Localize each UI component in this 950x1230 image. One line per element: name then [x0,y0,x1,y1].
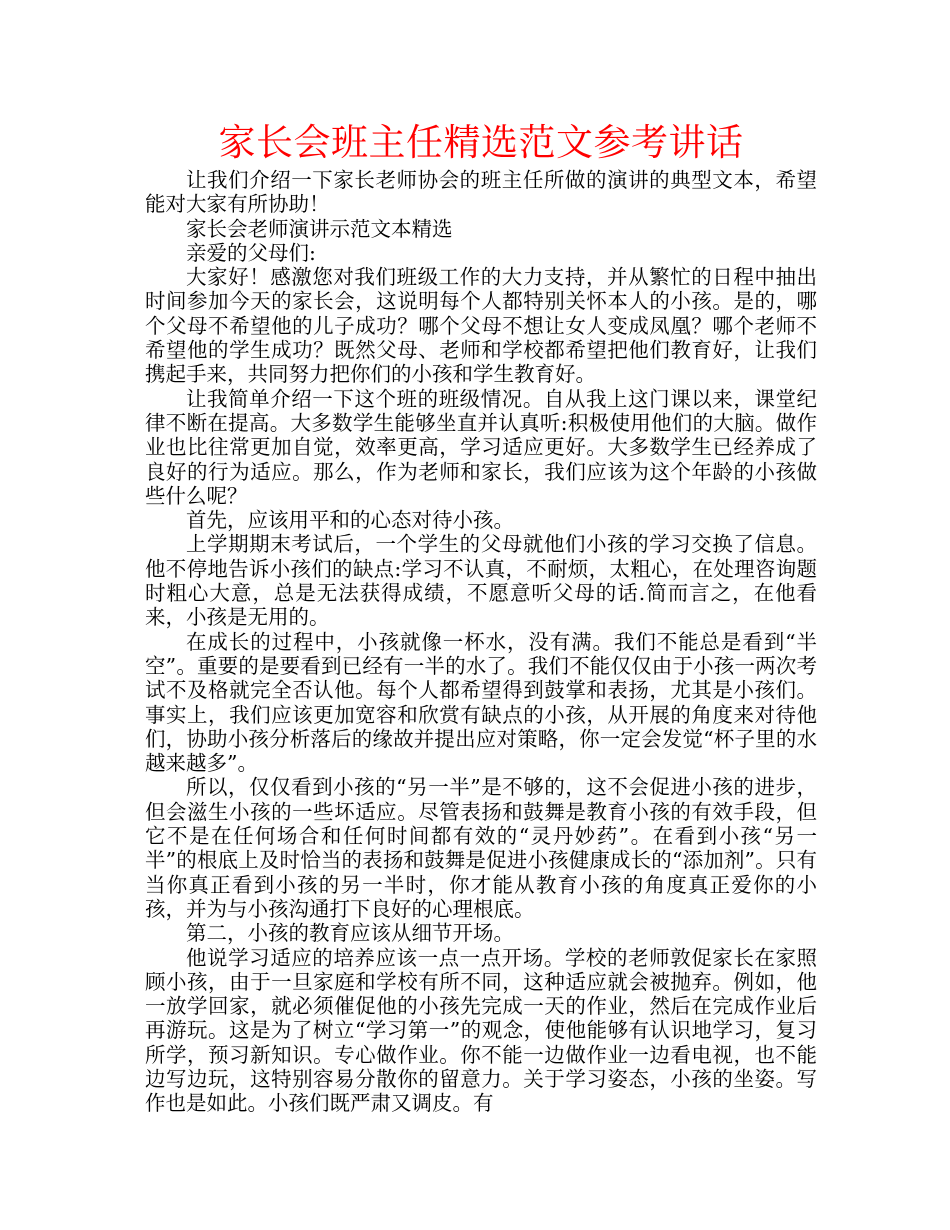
paragraph-salutation: 亲爱的父母们: [186,240,316,265]
paragraph: 上学期期末考试后，一个学生的父母就他们小孩的学习交换了信息。他不停地告诉小孩们的缺点:学习不认真，不耐烦，太粗心，在处理咨询题时粗心大意，总是无法获得成绩，不愿意听父母的话.简而言之，在他看来，小孩是无用的。 [145,532,817,630]
paragraph: 他说学习适应的培养应该一点一点开场。学校的老师敦促家长在家照顾小孩，由于一旦家庭和学校有所不同，这种适应就会被抛弃。例如，他一放学回家，就必须催促他的小孩先完成一天的作业，然后在完成作业后再游玩。这是为了树立“学习第一”的观念，使他能够有认识地学习，复习所学，预习新知识。专心做作业。你不能一边做作业一边看电视，也不能边写边玩，这特别容易分散你的留意力。关于学习姿态，小孩的坐姿。写作也是如此。小孩们既严肃又调皮。有 [145,945,817,1116]
paragraph: 所以，仅仅看到小孩的“另一半”是不够的，这不会促进小孩的进步，但会滋生小孩的一些坏适应。尽管表扬和鼓舞是教育小孩的有效手段，但它不是在任何场合和任何时间都有效的“灵丹妙药”。在看到小孩“另一半”的根底上及时恰当的表扬和鼓舞是促进小孩健康成长的“添加剂”。只有当你真正看到小孩的另一半时，你才能从教育小孩的角度真正爱你的小孩，并为与小孩沟通打下良好的心理根底。 [145,775,817,921]
document-page [145,118,817,1116]
paragraph: 大家好！感激您对我们班级工作的大力支持，并从繁忙的日程中抽出时间参加今天的家长会，这说明每个人都特别关怀本人的小孩。是的，哪个父母不希望他的儿子成功？哪个父母不想让女人变成凤凰？哪个老师不希望他的学生成功？既然父母、老师和学校都希望把他们教育好，让我们携起手来，共同努力把你们的小孩和学生教育好。 [145,265,817,387]
document-title: 家长会班主任精选范文参考讲话 [218,121,744,164]
paragraph-subheading: 家长会老师演讲示范文本精选 [186,216,453,241]
paragraph: 让我简单介绍一下这个班的班级情况。自从我上这门课以来，课堂纪律不断在提高。大多数学生能够坐直并认真听:积极使用他们的大脑。做作业也比往常更加自觉，效率更高，学习适应更好。大多数学生已经养成了良好的行为适应。那么，作为老师和家长，我们应该为这个年龄的小孩做些什么呢？ [145,386,817,508]
document-body [145,168,817,1116]
paragraph: 在成长的过程中，小孩就像一杯水，没有满。我们不能总是看到“半空”。重要的是要看到已经有一半的水了。我们不能仅仅由于小孩一两次考试不及格就完全否认他。每个人都希望得到鼓掌和表扬，尤其是小孩们。事实上，我们应该更加宽容和欣赏有缺点的小孩，从开展的角度来对待他们，协助小孩分析落后的缘故并提出应对策略，你一定会发觉“杯子里的水越来越多”。 [145,629,817,776]
paragraph-intro: 让我们介绍一下家长老师协会的班主任所做的演讲的典型文本，希望能对大家有所协助！ [145,168,817,217]
paragraph-point-two: 第二，小孩的教育应该从细节开场。 [186,921,514,946]
paragraph-point-one: 首先，应该用平和的心态对待小孩。 [186,508,514,533]
